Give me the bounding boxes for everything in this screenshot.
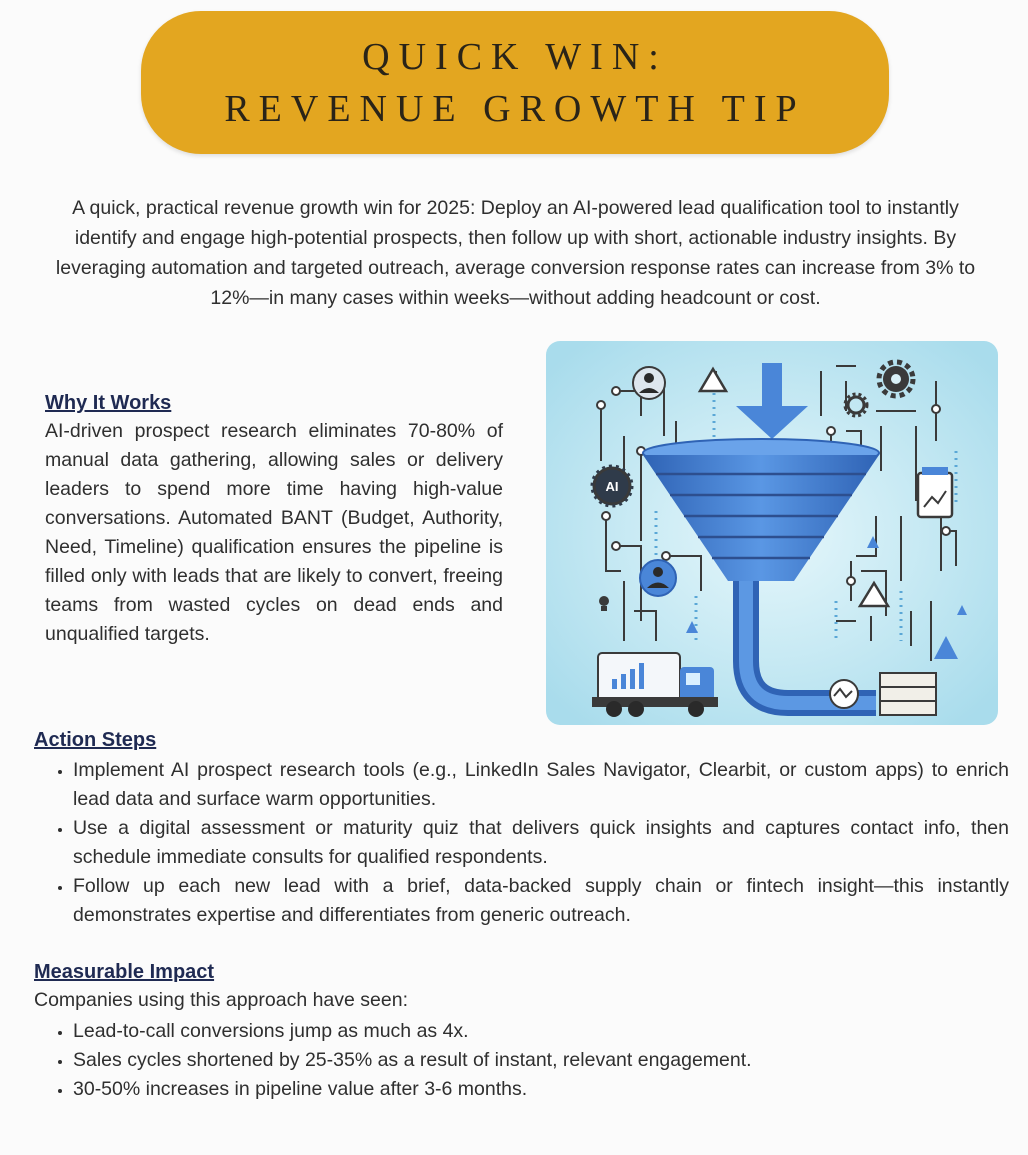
list-item: • Follow up each new lead with a brief, data-backed supply chain or fintech insight—this instantly demonstrates expertise and differentiates from generic outreach. [73,872,1009,930]
server-stack-icon [880,673,936,715]
measurable-impact-lead: Companies using this approach have seen: [34,989,408,1011]
funnel-illustration [546,341,998,725]
chart-report-icon [918,467,952,517]
why-it-works-section [45,389,503,649]
list-item: • Sales cycles shortened by 25-35% as a result of instant, relevant engagement. [73,1046,1009,1075]
why-it-works-body: AI-driven prospect research eliminates 70-80% of manual data gathering, allowing sales or delivery leaders to spend more time having high-value conversations. Automated BANT (Budget, Authority, Need, Timeline) qualification ensures the pipeline is filled only with leads that are likely to convert, freeing teams from wasted cycles on dead ends and unqualified targets. [45,420,503,645]
intro-paragraph: A quick, practical revenue growth win for 2025: Deploy an AI-powered lead qualification tool to instantly identify and engage high-potential prospects, then follow up with short, actionable industry insights. By leveraging automation and targeted outreach, average conversion response rates can increase from 3% to 12%—in many cases within weeks—without adding headcount or cost. [55,197,976,309]
list-item: • Lead-to-call conversions jump as much as 4x. [73,1017,1009,1046]
action-steps-section [34,726,1009,930]
person-avatar-icon [633,367,665,399]
list-item: • Implement AI prospect research tools (e.g., LinkedIn Sales Navigator, Clearbit, or custom apps) to enrich lead data and surface warm opportunities. [73,756,1009,814]
banner-title-line-1: QUICK WIN: [362,35,668,78]
list-item: • Use a digital assessment or maturity quiz that delivers quick insights and captures contact info, then schedule immediate consults for qualified respondents. [73,814,1009,872]
action-steps-heading: Action Steps [34,729,157,751]
list-item: • 30-50% increases in pipeline value after 3-6 months. [73,1075,1009,1104]
measurable-impact-list [34,1017,1009,1104]
ai-badge-text: AI [605,479,619,494]
measurable-impact-heading: Measurable Impact [34,961,215,983]
why-it-works-heading: Why It Works [45,392,172,414]
title-banner [141,11,889,154]
action-steps-list [34,756,1009,930]
gear-icon [879,362,913,396]
measurable-impact-section [34,958,1009,1104]
person-avatar-icon [640,560,676,596]
pulse-icon [830,680,858,708]
banner-title-line-2: REVENUE GROWTH TIP [224,87,806,130]
